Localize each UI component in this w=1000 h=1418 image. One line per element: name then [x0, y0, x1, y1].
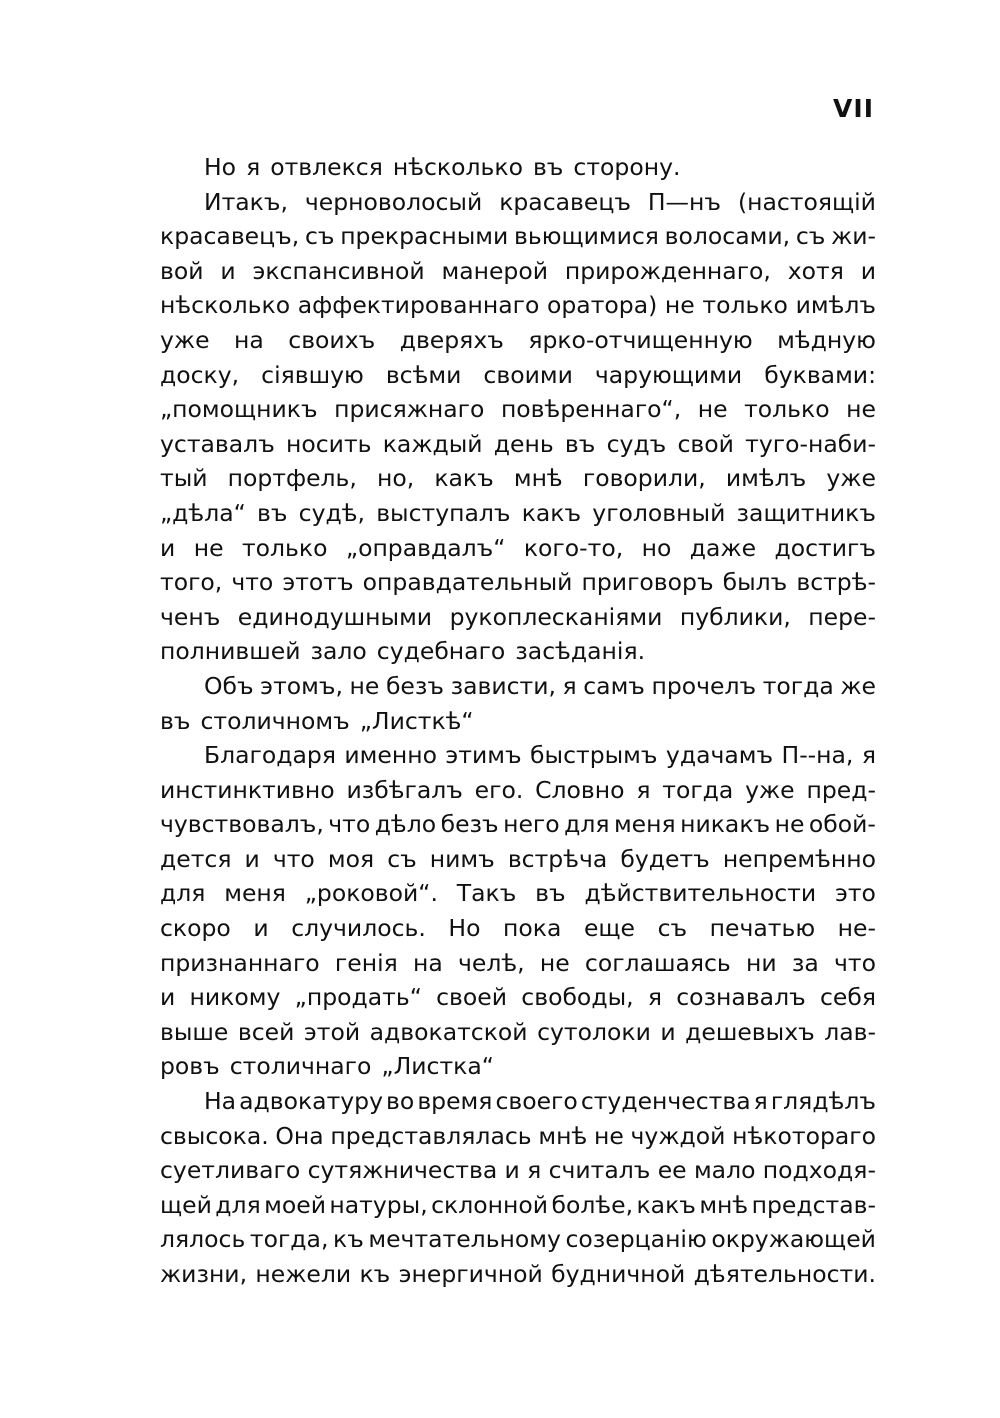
- word: П--на,: [781, 741, 854, 770]
- word: сіявшую: [261, 360, 364, 389]
- word: выше: [160, 1017, 229, 1046]
- word: своей: [436, 983, 508, 1012]
- word: съ: [304, 222, 335, 251]
- word: красавецъ,: [160, 222, 300, 251]
- text-line: [160, 980, 876, 1015]
- word: столичнаго: [229, 1052, 372, 1081]
- word: энергичной: [398, 1260, 543, 1288]
- text-line: [160, 565, 876, 600]
- word: избѣгалъ: [346, 775, 463, 804]
- word: рукоплесканіями: [449, 602, 663, 631]
- word: не: [697, 395, 728, 424]
- word: моей: [264, 1190, 326, 1219]
- word: что: [328, 810, 371, 839]
- word: нежели: [255, 1260, 352, 1288]
- text-line: [160, 1084, 876, 1119]
- text-line: [160, 185, 876, 220]
- text-line: [160, 254, 876, 289]
- text-line: [160, 807, 876, 842]
- word: Она: [275, 1121, 324, 1150]
- word: „помощникъ: [160, 395, 318, 424]
- word: именно: [344, 741, 437, 770]
- word: достигъ: [774, 533, 876, 562]
- word: присяжнаго: [334, 395, 485, 424]
- word: болѣе,: [551, 1190, 634, 1219]
- word: глядѣлъ: [770, 1087, 876, 1116]
- word: прекрасными: [340, 222, 509, 251]
- word: ровъ: [160, 1052, 220, 1081]
- word: суетливаго: [160, 1156, 301, 1185]
- word: и: [160, 983, 176, 1012]
- word: красавецъ: [499, 187, 631, 216]
- word: тогда,: [249, 1225, 329, 1254]
- word: портфель,: [227, 464, 357, 493]
- word: дѣятельности.: [693, 1260, 876, 1288]
- word: адвокатской: [369, 1017, 528, 1046]
- word: ее: [657, 1156, 687, 1185]
- word: судъ: [606, 429, 667, 458]
- word: на: [412, 948, 443, 977]
- word: но,: [377, 464, 415, 493]
- word: имѣлъ: [795, 291, 876, 320]
- word: быстрымъ: [530, 741, 658, 770]
- word: я: [647, 983, 662, 1012]
- word: и: [160, 533, 176, 562]
- word: моя: [327, 844, 375, 873]
- word: нѣсколько: [160, 291, 291, 320]
- word: всей: [237, 1017, 295, 1046]
- word: инстинктивно: [160, 775, 335, 804]
- text-line: [160, 1119, 876, 1154]
- word: сутяжничества: [307, 1156, 498, 1185]
- word: какъ: [434, 464, 494, 493]
- text-line: [160, 704, 876, 739]
- word: что: [272, 844, 315, 873]
- word: зависти,: [450, 671, 556, 700]
- word: только: [744, 395, 830, 424]
- word: столичномъ: [200, 706, 350, 735]
- word: полнившей: [160, 637, 301, 666]
- word: манерой: [441, 256, 549, 285]
- word: своими: [483, 360, 573, 389]
- word: склонной: [431, 1190, 549, 1219]
- word: прирожденнаго,: [564, 256, 771, 285]
- word: уже: [745, 775, 795, 804]
- text-line: [160, 1153, 876, 1188]
- word: единодушными: [237, 602, 433, 631]
- word: этомъ,: [260, 671, 343, 700]
- word: чуждой: [630, 1121, 726, 1150]
- word: къ: [333, 1225, 364, 1254]
- word: никакъ: [680, 810, 771, 839]
- word: къ: [359, 1260, 391, 1288]
- word: студенчества: [580, 1087, 751, 1116]
- word: свободы,: [521, 983, 634, 1012]
- word: не: [774, 810, 805, 839]
- word: я: [636, 775, 651, 804]
- word: жизни,: [160, 1260, 248, 1288]
- word: и: [244, 844, 260, 873]
- word: окружающей: [711, 1225, 876, 1254]
- word: его.: [474, 775, 524, 804]
- word: скоро: [160, 914, 231, 943]
- word: будничной: [551, 1260, 686, 1288]
- word: печатью: [709, 914, 816, 943]
- word: будетъ: [620, 844, 710, 873]
- word: только: [702, 291, 788, 320]
- word: каждый: [382, 429, 483, 458]
- word: защитникъ: [736, 498, 876, 527]
- word: въ: [532, 153, 564, 181]
- word: вьющимися: [514, 222, 659, 251]
- word: во: [386, 1087, 415, 1116]
- text-line: [160, 876, 876, 911]
- word: въ: [535, 879, 566, 908]
- word: мало: [693, 1156, 756, 1185]
- word: сутолоки: [537, 1017, 651, 1046]
- word: своихъ: [288, 325, 376, 354]
- word: пред-: [806, 775, 876, 804]
- word: доску,: [160, 360, 240, 389]
- word: Но: [448, 914, 481, 943]
- word: „продать“: [294, 983, 422, 1012]
- word: за: [791, 948, 819, 977]
- text-line: [160, 150, 876, 185]
- word: пока: [503, 914, 562, 943]
- word: носить: [286, 429, 372, 458]
- word: Объ: [204, 671, 254, 700]
- word: лав-: [824, 1017, 876, 1046]
- word: аффектированнаго: [297, 291, 540, 320]
- text-line: [160, 496, 876, 531]
- word: для: [564, 810, 610, 839]
- word: „дѣла“: [160, 498, 246, 527]
- word: „Листкѣ“: [359, 706, 474, 735]
- word: не-: [837, 914, 876, 943]
- word: тогда: [762, 671, 834, 700]
- word: же: [840, 671, 876, 700]
- word: публики,: [679, 602, 791, 631]
- word: оправдательный: [362, 568, 573, 597]
- word: судебнаго: [376, 637, 506, 666]
- word: мечтательному: [368, 1225, 561, 1254]
- word: приговоръ: [581, 568, 714, 597]
- word: встрѣча: [507, 844, 608, 873]
- word: сторону.: [573, 153, 681, 181]
- word: дѣло: [374, 810, 437, 839]
- word: говорили,: [582, 464, 706, 493]
- word: Но: [204, 153, 237, 181]
- word: свой: [677, 429, 734, 458]
- word: него: [503, 810, 560, 839]
- word: чувствовалъ,: [160, 810, 324, 839]
- word: не: [349, 671, 380, 700]
- word: уже: [160, 325, 210, 354]
- word: на: [234, 325, 264, 354]
- word: соглашаясь: [584, 948, 731, 977]
- word: непремѣнно: [722, 844, 876, 873]
- word: оратора): [547, 291, 658, 320]
- word: дется: [160, 844, 232, 873]
- word: генія: [334, 948, 398, 977]
- word: Словно: [535, 775, 625, 804]
- word: нимъ: [429, 844, 495, 873]
- word: волосами,: [664, 222, 791, 251]
- word: На: [204, 1087, 237, 1116]
- page-number: VII: [833, 94, 874, 123]
- word: я: [246, 153, 261, 181]
- word: дверяхъ: [399, 325, 504, 354]
- word: имѣлъ: [725, 464, 807, 493]
- word: пере-: [808, 602, 876, 631]
- word: признаннаго: [160, 948, 320, 977]
- word: судѣ,: [298, 498, 365, 527]
- word: отвлекся: [270, 153, 383, 181]
- word: тый: [160, 464, 208, 493]
- word: какъ: [636, 1190, 696, 1219]
- word: и: [253, 914, 269, 943]
- word: и: [860, 256, 876, 285]
- word: я: [527, 1156, 542, 1185]
- word: я: [861, 741, 876, 770]
- word: П—нъ: [647, 187, 722, 216]
- word: Такъ: [456, 879, 517, 908]
- word: этимъ: [445, 741, 522, 770]
- word: я: [562, 671, 577, 700]
- word: натуры,: [329, 1190, 428, 1219]
- word: безъ: [385, 671, 444, 700]
- text-line: [160, 461, 876, 496]
- text-line: [160, 842, 876, 877]
- word: прочелъ: [651, 671, 757, 700]
- text-line: [160, 634, 876, 669]
- text-line: [160, 219, 876, 254]
- text-line: [160, 738, 876, 773]
- word: адвокатуру: [239, 1087, 384, 1116]
- word: повѣреннаго“,: [500, 395, 682, 424]
- text-line: [160, 773, 876, 808]
- word: засѣданія.: [515, 637, 646, 666]
- text-line: [160, 427, 876, 462]
- text-line: [160, 1015, 876, 1050]
- word: Благодаря: [204, 741, 336, 770]
- word: для: [160, 879, 206, 908]
- word: мѣдную: [777, 325, 876, 354]
- word: дешевыхъ: [685, 1017, 815, 1046]
- word: этой: [303, 1017, 361, 1046]
- text-line: [160, 1049, 876, 1084]
- word: „Листка“: [381, 1052, 494, 1081]
- word: меня: [613, 810, 676, 839]
- word: ни: [746, 948, 777, 977]
- word: и: [660, 1017, 676, 1046]
- word: того,: [160, 568, 223, 597]
- word: чарующими: [594, 360, 743, 389]
- word: ченъ: [160, 602, 221, 631]
- word: случилось.: [291, 914, 426, 943]
- word: кого-то,: [523, 533, 624, 562]
- word: уголовный: [592, 498, 726, 527]
- word: не: [539, 948, 570, 977]
- word: съ: [657, 914, 688, 943]
- word: свысока.: [160, 1121, 269, 1150]
- word: считалъ: [548, 1156, 651, 1185]
- word: что: [834, 948, 876, 977]
- text-line: [160, 669, 876, 704]
- body-text: [160, 150, 876, 1292]
- word: Итакъ,: [204, 187, 288, 216]
- word: безъ: [440, 810, 499, 839]
- word: всѣми: [385, 360, 462, 389]
- word: зало: [310, 637, 367, 666]
- word: буквами:: [764, 360, 876, 389]
- text-line: [160, 392, 876, 427]
- word: я: [753, 1087, 768, 1116]
- word: не: [593, 1121, 624, 1150]
- text-line: [160, 600, 876, 635]
- word: лялось: [160, 1225, 246, 1254]
- text-line: [160, 358, 876, 393]
- word: туго-наби-: [745, 429, 876, 458]
- word: меня: [224, 879, 286, 908]
- word: „оправдалъ“: [345, 533, 506, 562]
- word: черноволосый: [304, 187, 483, 216]
- text-line: [160, 911, 876, 946]
- word: мнѣ: [538, 1121, 588, 1150]
- word: не: [664, 291, 695, 320]
- word: въ: [257, 498, 288, 527]
- word: удачамъ: [665, 741, 774, 770]
- word: никому: [189, 983, 281, 1012]
- word: (настоящій: [737, 187, 876, 216]
- word: сознавалъ: [676, 983, 806, 1012]
- word: мнѣ: [699, 1190, 749, 1219]
- word: этотъ: [282, 568, 354, 597]
- word: не: [846, 395, 876, 424]
- word: обой-: [808, 810, 876, 839]
- word: „роковой“.: [304, 879, 438, 908]
- word: и: [220, 256, 236, 285]
- word: щей: [160, 1190, 212, 1219]
- word: время: [417, 1087, 493, 1116]
- text-line: [160, 1257, 876, 1292]
- word: челѣ,: [457, 948, 525, 977]
- word: только: [241, 533, 328, 562]
- word: себя: [819, 983, 876, 1012]
- word: своего: [495, 1087, 578, 1116]
- word: нѣсколько: [392, 153, 523, 181]
- word: съ: [795, 222, 826, 251]
- word: самъ: [583, 671, 645, 700]
- word: но: [641, 533, 672, 562]
- word: съ: [387, 844, 417, 873]
- word: хотя: [787, 256, 844, 285]
- word: подходя-: [762, 1156, 876, 1185]
- word: что: [231, 568, 274, 597]
- word: уставалъ: [160, 429, 275, 458]
- word: былъ: [722, 568, 788, 597]
- word: нѣкотораго: [732, 1121, 876, 1150]
- word: представлялась: [330, 1121, 532, 1150]
- text-line: [160, 288, 876, 323]
- word: экспансивной: [252, 256, 425, 285]
- word: выступалъ: [376, 498, 511, 527]
- word: какъ: [521, 498, 582, 527]
- word: въ: [160, 706, 191, 735]
- text-line: [160, 1188, 876, 1223]
- word: для: [215, 1190, 261, 1219]
- word: вой: [160, 256, 204, 285]
- text-line: [160, 323, 876, 358]
- word: даже: [689, 533, 757, 562]
- word: это: [834, 879, 876, 908]
- text-line: [160, 1222, 876, 1257]
- word: не: [193, 533, 224, 562]
- word: жи-: [831, 222, 876, 251]
- word: встрѣ-: [796, 568, 876, 597]
- word: тогда: [662, 775, 734, 804]
- word: день: [493, 429, 554, 458]
- word: еще: [583, 914, 636, 943]
- word: мнѣ: [513, 464, 563, 493]
- word: дѣйствительности: [584, 879, 817, 908]
- word: созерцанію: [565, 1225, 707, 1254]
- word: ярко-отчищенную: [528, 325, 753, 354]
- word: представ-: [751, 1190, 876, 1219]
- word: и: [504, 1156, 520, 1185]
- text-line: [160, 531, 876, 566]
- word: уже: [826, 464, 876, 493]
- word: въ: [564, 429, 596, 458]
- text-line: [160, 946, 876, 981]
